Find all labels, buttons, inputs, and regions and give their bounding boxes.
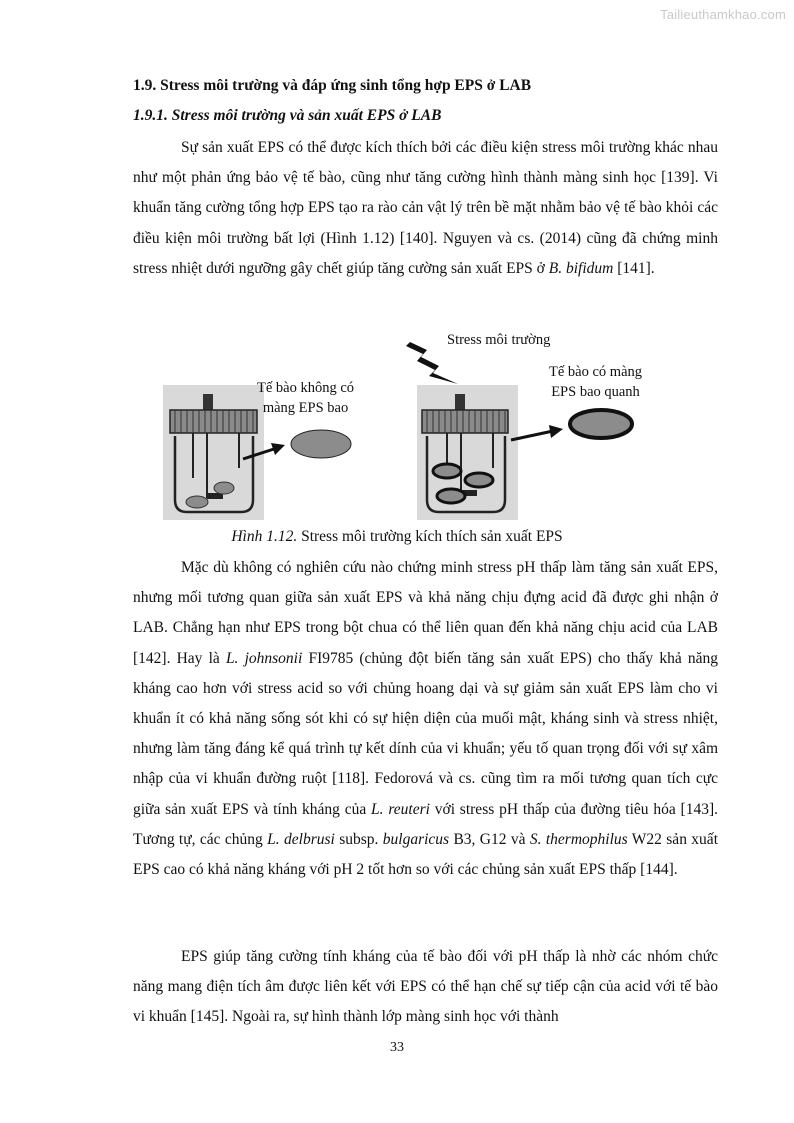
text-run: subsp. (334, 830, 383, 848)
subsection-heading: 1.9.1. Stress môi trường và sản xuất EPS ở LAB (133, 107, 442, 124)
text-run: FI9785 (chủng đột biến tăng sản xuất EPS) cho thấy khả năng kháng cao hơn với stress acid so với chủng hoang dại và sự giảm sản xuất EPS làm cho vi khuẩn ít có khả năng sống sót khi có sự hiện diện của muối mật, kháng sinh và stress nhiệt, nhưng làm tăng đáng kể quá trình tự kết dính của vi khuẩn; yếu tố quan trọng đối với sự xâm nhập của vi khuẩn đường ruột [118]. Fedorová và cs. cũng tìm ra mối tương quan tích cực giữa sản xuất EPS và tính kháng của (133, 649, 718, 818)
label-stress: Stress môi trường (447, 332, 551, 348)
text-run: Mặc dù không có nghiên cứu nào chứng minh stress pH thấp làm tăng sản xuất EPS, nhưng mối tương quan giữa sản xuất EPS và khả năng chịu đựng acid đã được ghi nhận ở LAB. Chẳng hạn như EPS trong bột chua có thể liên quan đến khả năng chịu acid của LAB [142]. Hay là (133, 559, 718, 667)
caption-number: Hình 1.12. (231, 528, 298, 545)
text-run: Sự sản xuất EPS có thể được kích thích bởi các điều kiện stress môi trường khác nhau như một phản ứng bảo vệ tế bào, cũng như tăng cường hình thành màng sinh học [139]. Vi khuẩn tăng cường tổng hợp EPS tạo ra rào cản vật lý trên bề mặt nhằm bảo vệ tế bào khỏi các điều kiện môi trường bất lợi (Hình 1.12) [140]. Nguyen và cs. (2014) cũng đã chứng minh stress nhiệt dưới ngưỡng gây chết giúp tăng cường sản xuất EPS ở (133, 139, 718, 277)
cell-without-eps-icon (291, 430, 351, 458)
watermark: Tailieuthamkhao.com (660, 7, 786, 22)
figure-diagram (163, 328, 683, 528)
label-line: Tế bào có màng (549, 364, 643, 380)
caption-text: Stress môi trường kích thích sản xuất EPS (297, 528, 563, 545)
label-line: EPS bao quanh (551, 384, 640, 400)
figure-caption (0, 528, 794, 546)
section-heading: 1.9. Stress môi trường và đáp ứng sinh tổng hợp EPS ở LAB (133, 77, 532, 94)
label-cell-without-eps (257, 378, 354, 418)
text-run: [141]. (613, 259, 655, 277)
text-run: với stress pH thấp của đường tiêu hóa [143]. Tương tự, các chủng (133, 800, 718, 848)
paragraph-3: EPS giúp tăng cường tính kháng của tế bào đối với pH thấp là nhờ các nhóm chức năng mang điện tích âm được liên kết với EPS có thể hạn chế sự tiếp cận của acid với tế bào vi khuẩn [145]. Ngoài ra, sự hình thành lớp màng sinh học với thành (133, 948, 718, 1026)
bioreactor-stress-icon (417, 385, 518, 520)
figure-eps-stress (163, 328, 683, 528)
species-name: S. thermophilus (529, 830, 628, 848)
label-line: màng EPS bao (262, 400, 349, 416)
paragraph-1 (133, 133, 718, 284)
bioreactor-no-stress-icon (163, 385, 264, 520)
page-number: 33 (390, 1040, 404, 1055)
paragraph-2 (133, 553, 718, 885)
species-name: bulgaricus (382, 830, 450, 848)
arrow-icon (511, 425, 563, 440)
species-name: B. bifidum (548, 259, 614, 277)
species-name: L. johnsonii (225, 649, 303, 667)
label-cell-with-eps (549, 362, 642, 402)
species-name: L. delbrusi (267, 830, 335, 848)
text-run: W22 sản xuất EPS cao có khả năng kháng với pH 2 tốt hơn so với các chủng sản xuất EPS thấp [144]. (133, 830, 718, 879)
cell-with-eps-icon (570, 410, 632, 438)
text-run: B3, G12 và (449, 830, 530, 848)
label-line: Tế bào không có (257, 380, 355, 396)
species-name: L. reuteri (371, 800, 430, 818)
